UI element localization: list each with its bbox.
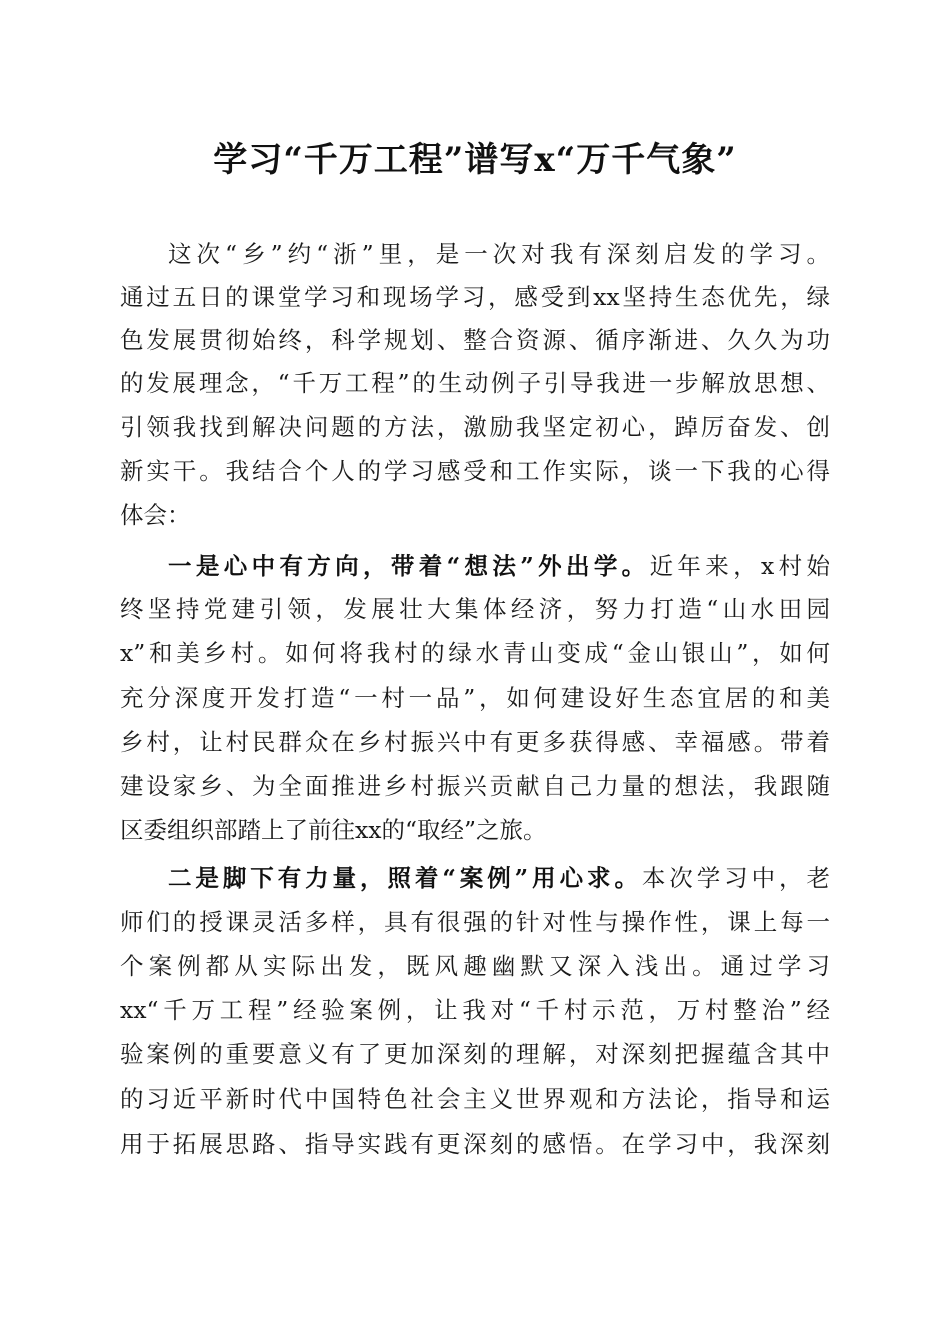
- paragraph-1-line-4: 的发展理念，“千万工程”的生动例子引导我进一步解放思想、: [120, 369, 830, 397]
- paragraph-3-line-7: 用于拓展思路、指导实践有更深刻的感悟。在学习中，我深刻: [120, 1130, 830, 1158]
- paragraph-3-line-5: 验案例的重要意义有了更加深刻的理解，对深刻把握蕴含其中: [120, 1040, 830, 1068]
- paragraph-2-line-1: [168, 551, 830, 581]
- paragraph-2-lead: 一是心中有方向，带着“想法”外出学。: [168, 552, 650, 580]
- paragraph-3-line-6: 的习近平新时代中国特色社会主义世界观和方法论，指导和运: [120, 1085, 830, 1113]
- paragraph-1-line-3: 色发展贯彻始终，科学规划、整合资源、循序渐进、久久为功: [120, 326, 830, 354]
- paragraph-1-line-7: 体会：: [120, 501, 191, 529]
- document-title: 学习“千万工程”谱写x“万千气象”: [213, 140, 737, 180]
- paragraph-3-line-2: 师们的授课灵活多样，具有很强的针对性与操作性，课上每一: [120, 908, 830, 936]
- paragraph-2-line-7: 区委组织部踏上了前往xx的“取经”之旅。: [120, 816, 547, 844]
- paragraph-1-line-6: 新实干。我结合个人的学习感受和工作实际，谈一下我的心得: [120, 457, 830, 485]
- paragraph-3-lead: 二是脚下有力量，照着“案例”用心求。: [168, 864, 642, 892]
- paragraph-3-line-3: 个案例都从实际出发，既风趣幽默又深入浅出。通过学习: [120, 952, 830, 980]
- paragraph-3-line-1-text: 本次学习中，老: [641, 864, 830, 892]
- paragraph-2-line-5: 乡村，让村民群众在乡村振兴中有更多获得感、幸福感。带着: [120, 728, 830, 756]
- paragraph-2-line-4: 充分深度开发打造“一村一品”，如何建设好生态宜居的和美: [120, 684, 830, 712]
- paragraph-2-line-2: 终坚持党建引领，发展壮大集体经济，努力打造“山水田园: [120, 595, 830, 623]
- paragraph-1-line-2: 通过五日的课堂学习和现场学习，感受到xx坚持生态优先，绿: [120, 283, 830, 311]
- paragraph-3-line-1: [168, 863, 830, 893]
- paragraph-2-line-6: 建设家乡、为全面推进乡村振兴贡献自己力量的想法，我跟随: [120, 772, 830, 800]
- paragraph-2-line-3: x”和美乡村。如何将我村的绿水青山变成“金山银山”，如何: [120, 639, 830, 667]
- paragraph-1-line-1: 这次“乡”约“浙”里，是一次对我有深刻启发的学习。: [168, 240, 830, 268]
- paragraph-2-line-1-text: 近年来，x村始: [649, 552, 830, 580]
- paragraph-3-line-4: xx“千万工程”经验案例，让我对“千村示范，万村整治”经: [120, 996, 830, 1024]
- paragraph-1-line-5: 引领我找到解决问题的方法，激励我坚定初心，踔厉奋发、创: [120, 413, 830, 441]
